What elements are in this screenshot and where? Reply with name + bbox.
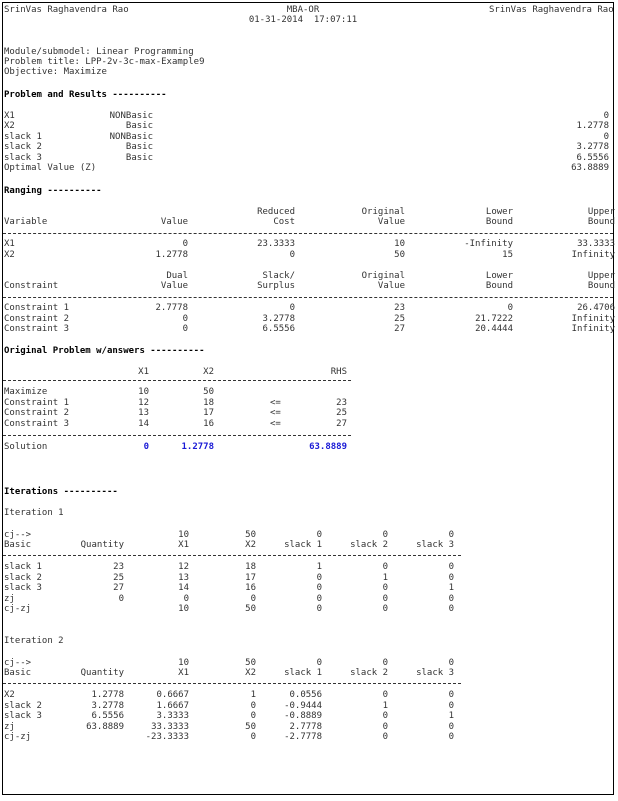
iteration-row-label: slack 3 bbox=[4, 583, 42, 593]
iteration-row-label: slack 1 bbox=[4, 562, 42, 572]
ranging-con-name: Constraint 1 bbox=[4, 303, 70, 313]
iteration-cell: 0 bbox=[382, 732, 388, 742]
ranging-var-cell: -Infinity bbox=[464, 239, 513, 249]
iteration-cell: 1.6667 bbox=[156, 700, 189, 711]
iteration-cell: 0 bbox=[448, 572, 454, 583]
iteration-cell: 0 bbox=[448, 700, 454, 711]
ranging-con-col-header: Bound bbox=[485, 281, 513, 291]
original-rhs: 27 bbox=[336, 419, 347, 429]
ranging-var-cell: 23.3333 bbox=[257, 239, 295, 249]
ranging-con-cell: 23 bbox=[394, 303, 405, 313]
iteration-col-header: slack 3 bbox=[416, 540, 454, 550]
iteration-row-label: zj bbox=[4, 593, 15, 604]
iteration-cell: 27 bbox=[113, 583, 124, 593]
section-heading-ranging: Ranging ---------- bbox=[4, 186, 102, 196]
ranging-var-name: X2 bbox=[4, 249, 15, 260]
iteration-col-header: Basic bbox=[4, 668, 32, 678]
iteration-col-header: slack 2 bbox=[350, 540, 388, 550]
original-col-header: X2 bbox=[203, 367, 214, 377]
cj-label: cj--> bbox=[4, 658, 32, 668]
iteration-cell: 2.7778 bbox=[289, 721, 322, 732]
ranging-con-cell: 3.2778 bbox=[262, 313, 295, 324]
iteration-cell: 0 bbox=[382, 604, 388, 614]
ranging-con-cell: 0 bbox=[182, 313, 188, 324]
iteration-row-label: slack 2 bbox=[4, 700, 42, 711]
ranging-con-col-label: Constraint bbox=[4, 281, 59, 291]
section-heading-original: Original Problem w/answers ---------- bbox=[4, 346, 205, 356]
original-operator: <= bbox=[270, 398, 281, 408]
result-status: NONBasic bbox=[109, 111, 153, 121]
iteration-cell: 0 bbox=[183, 593, 189, 604]
iteration-cell: 23 bbox=[113, 562, 124, 572]
header-center: MBA-OR bbox=[286, 5, 320, 15]
result-status: NONBasic bbox=[109, 132, 153, 142]
iteration-cell: 0 bbox=[382, 711, 388, 721]
iteration-cell: 3.2778 bbox=[91, 700, 124, 711]
iteration-row-label: slack 3 bbox=[4, 711, 42, 721]
original-cell: 16 bbox=[203, 419, 214, 429]
cj-value: 0 bbox=[382, 530, 388, 540]
ranging-var-name: X1 bbox=[4, 239, 15, 249]
original-rhs: 23 bbox=[336, 398, 347, 408]
original-divider-top bbox=[3, 380, 351, 381]
original-cell: 14 bbox=[138, 419, 149, 429]
iteration-cell: 0 bbox=[448, 593, 454, 604]
iteration-cell: 1 bbox=[250, 690, 256, 700]
ranging-var-col-label: Variable bbox=[4, 217, 48, 227]
result-status: Basic bbox=[125, 121, 153, 131]
ranging-con-cell: 21.7222 bbox=[475, 313, 513, 324]
result-value: 0 bbox=[603, 132, 609, 142]
iteration-col-header: X1 bbox=[178, 668, 189, 678]
result-value: 1.2778 bbox=[576, 121, 609, 131]
cj-value: 0 bbox=[382, 658, 388, 668]
cj-label: cj--> bbox=[4, 530, 32, 540]
cj-value: 10 bbox=[178, 530, 189, 540]
original-row-label: Constraint 1 bbox=[4, 398, 70, 408]
ranging-var-col-header: Reduced bbox=[257, 207, 295, 217]
original-cell: 50 bbox=[203, 387, 214, 397]
cj-value: 0 bbox=[316, 530, 322, 540]
iteration-cell: 0 bbox=[316, 583, 322, 593]
ranging-con-cell: 25 bbox=[394, 313, 405, 324]
ranging-con-col-header: Bound bbox=[587, 281, 615, 291]
original-row-label: Maximize bbox=[4, 387, 48, 397]
iteration-cell: 0.6667 bbox=[156, 690, 189, 700]
ranging-con-cell: 20.4444 bbox=[475, 324, 513, 334]
ranging-con-col-header: Dual bbox=[166, 271, 188, 281]
iteration-col-header: Quantity bbox=[80, 540, 124, 550]
iteration-cell: 0 bbox=[448, 604, 454, 614]
iteration-col-header: slack 1 bbox=[284, 668, 322, 678]
ranging-con-cell: 0 bbox=[507, 303, 513, 313]
iteration-cell: 0 bbox=[382, 562, 388, 572]
iteration-cell: 25 bbox=[113, 572, 124, 583]
header-datetime: 01-31-2014 17:07:11 bbox=[248, 15, 358, 25]
cj-value: 50 bbox=[245, 658, 256, 668]
iteration-cell: 0 bbox=[382, 593, 388, 604]
iteration-row-label: slack 2 bbox=[4, 572, 42, 583]
cj-value: 10 bbox=[178, 658, 189, 668]
original-cell: 17 bbox=[203, 408, 214, 418]
iteration-cell: 0 bbox=[250, 732, 256, 742]
objective-line: Objective: Maximize bbox=[4, 67, 107, 77]
iteration-cell: 0 bbox=[316, 604, 322, 614]
result-name: slack 2 bbox=[4, 142, 42, 152]
iteration-col-header: X2 bbox=[245, 540, 256, 550]
original-divider-bottom bbox=[3, 435, 351, 436]
original-cell: 18 bbox=[203, 398, 214, 408]
iteration-cell: 0 bbox=[448, 721, 454, 732]
original-rhs: 25 bbox=[336, 408, 347, 418]
iteration-cell: 0 bbox=[316, 593, 322, 604]
ranging-con-cell: 0 bbox=[289, 303, 295, 313]
ranging-con-name: Constraint 2 bbox=[4, 313, 70, 324]
ranging-con-col-header: Upper bbox=[587, 271, 615, 281]
solution-label: Solution bbox=[4, 442, 48, 452]
ranging-con-cell: 26.4706 bbox=[577, 303, 615, 313]
iteration-cell: 17 bbox=[245, 572, 256, 583]
iteration-col-header: Basic bbox=[4, 540, 32, 550]
ranging-var-cell: 0 bbox=[182, 239, 188, 249]
author-left: SrinVas Raghavendra Rao bbox=[4, 5, 129, 15]
solution-x2: 1.2778 bbox=[181, 442, 214, 452]
iteration-row-label: cj-zj bbox=[4, 732, 32, 742]
report-page bbox=[2, 2, 614, 795]
iteration-cell: -2.7778 bbox=[284, 732, 322, 742]
iteration-cell: 0 bbox=[448, 690, 454, 700]
solution-x1: 0 bbox=[143, 442, 149, 452]
result-value: 3.2778 bbox=[576, 142, 609, 152]
iteration-cell: 0 bbox=[382, 721, 388, 732]
solution-rhs: 63.8889 bbox=[309, 442, 347, 452]
iteration-cell: 16 bbox=[245, 583, 256, 593]
iteration-cell: 0 bbox=[382, 690, 388, 700]
result-value: 6.5556 bbox=[576, 153, 609, 163]
iteration-cell: 1 bbox=[382, 572, 388, 583]
iteration-cell: 0 bbox=[448, 562, 454, 572]
original-operator: <= bbox=[270, 408, 281, 418]
ranging-var-cell: 15 bbox=[502, 249, 513, 260]
ranging-var-col-header: Lower bbox=[485, 207, 513, 217]
ranging-var-cell: 50 bbox=[394, 249, 405, 260]
ranging-con-col-header: Surplus bbox=[257, 281, 295, 291]
iteration-cell: 0 bbox=[250, 700, 256, 711]
cj-value: 50 bbox=[245, 530, 256, 540]
iteration-cell: 0 bbox=[382, 583, 388, 593]
iteration-col-header: Quantity bbox=[80, 668, 124, 678]
ranging-var-col-header: Upper bbox=[587, 207, 615, 217]
iteration-col-header: slack 3 bbox=[416, 668, 454, 678]
iteration-cell: -0.8889 bbox=[284, 711, 322, 721]
original-cell: 13 bbox=[138, 408, 149, 418]
iteration-cell: 1 bbox=[448, 583, 454, 593]
iteration-row-label: X2 bbox=[4, 690, 15, 700]
original-col-header: RHS bbox=[330, 367, 347, 377]
iteration-cell: 0 bbox=[448, 732, 454, 742]
ranging-var-cell: 0 bbox=[289, 249, 295, 260]
iteration-cell: 0 bbox=[316, 572, 322, 583]
iteration-cell: 0 bbox=[250, 711, 256, 721]
ranging-var-cell: 33.3333 bbox=[577, 239, 615, 249]
cj-value: 0 bbox=[448, 530, 454, 540]
result-value: 63.8889 bbox=[571, 163, 609, 173]
iteration-cell: 1 bbox=[448, 711, 454, 721]
result-status: Basic bbox=[125, 153, 153, 163]
iteration-cell: 0 bbox=[250, 593, 256, 604]
iteration-title: Iteration 2 bbox=[4, 636, 64, 646]
iteration-cell: 50 bbox=[245, 721, 256, 732]
iteration-cell: 18 bbox=[245, 562, 256, 572]
iteration-cell: 3.3333 bbox=[156, 711, 189, 721]
ranging-var-divider bbox=[3, 233, 613, 234]
ranging-con-col-header: Original bbox=[361, 271, 405, 281]
iteration-divider bbox=[3, 555, 461, 556]
iteration-cell: 10 bbox=[178, 604, 189, 614]
problem-title: Problem title: LPP-2v-3c-max-Example9 bbox=[4, 57, 205, 67]
ranging-var-col-header: Value bbox=[160, 217, 188, 227]
ranging-con-name: Constraint 3 bbox=[4, 324, 70, 334]
ranging-con-cell: 6.5556 bbox=[262, 324, 295, 334]
iteration-cell: 13 bbox=[178, 572, 189, 583]
iteration-cell: 1.2778 bbox=[91, 690, 124, 700]
iteration-cell: -0.9444 bbox=[284, 700, 322, 711]
original-col-header: X1 bbox=[138, 367, 149, 377]
iteration-col-header: X2 bbox=[245, 668, 256, 678]
ranging-var-col-header: Bound bbox=[587, 217, 615, 227]
iteration-cell: 6.5556 bbox=[91, 711, 124, 721]
ranging-var-col-header: Cost bbox=[273, 217, 295, 227]
iteration-cell: 33.3333 bbox=[151, 721, 189, 732]
ranging-con-col-header: Value bbox=[160, 281, 188, 291]
result-name: X2 bbox=[4, 121, 15, 131]
iteration-row-label: zj bbox=[4, 721, 15, 732]
iteration-cell: 1 bbox=[382, 700, 388, 711]
iteration-cell: 0 bbox=[118, 593, 124, 604]
iteration-cell: 0.0556 bbox=[289, 690, 322, 700]
author-right: SrinVas Raghavendra Rao bbox=[489, 5, 614, 15]
ranging-con-cell: 27 bbox=[394, 324, 405, 334]
iteration-col-header: X1 bbox=[178, 540, 189, 550]
original-row-label: Constraint 3 bbox=[4, 419, 70, 429]
original-cell: 10 bbox=[138, 387, 149, 397]
ranging-con-col-header: Slack/ bbox=[262, 271, 295, 281]
ranging-con-divider bbox=[3, 297, 613, 298]
iteration-title: Iteration 1 bbox=[4, 508, 64, 518]
result-name: slack 3 bbox=[4, 153, 42, 163]
cj-value: 0 bbox=[316, 658, 322, 668]
result-name: slack 1 bbox=[4, 132, 42, 142]
ranging-con-col-header: Value bbox=[377, 281, 405, 291]
ranging-var-cell: 10 bbox=[394, 239, 405, 249]
result-name: X1 bbox=[4, 111, 15, 121]
iteration-cell: 63.8889 bbox=[86, 721, 124, 732]
result-value: 0 bbox=[603, 111, 609, 121]
cj-value: 0 bbox=[448, 658, 454, 668]
result-status: Basic bbox=[125, 142, 153, 152]
ranging-var-cell: 1.2778 bbox=[155, 249, 188, 260]
iteration-col-header: slack 2 bbox=[350, 668, 388, 678]
original-row-label: Constraint 2 bbox=[4, 408, 70, 418]
ranging-con-cell: 0 bbox=[182, 324, 188, 334]
iteration-row-label: cj-zj bbox=[4, 604, 32, 614]
result-name: Optimal Value (Z) bbox=[4, 163, 97, 173]
ranging-var-cell: Infinity bbox=[571, 249, 615, 260]
iteration-cell: 14 bbox=[178, 583, 189, 593]
iteration-cell: 1 bbox=[316, 562, 322, 572]
ranging-con-col-header: Lower bbox=[485, 271, 513, 281]
section-heading-results: Problem and Results ---------- bbox=[4, 90, 167, 100]
original-operator: <= bbox=[270, 419, 281, 429]
ranging-con-cell: Infinity bbox=[571, 324, 615, 334]
ranging-con-cell: 2.7778 bbox=[155, 303, 188, 313]
iteration-cell: 50 bbox=[245, 604, 256, 614]
module-line: Module/submodel: Linear Programming bbox=[4, 47, 194, 57]
iteration-col-header: slack 1 bbox=[284, 540, 322, 550]
iteration-cell: -23.3333 bbox=[145, 732, 189, 742]
ranging-var-col-header: Original bbox=[361, 207, 405, 217]
section-heading-iterations: Iterations ---------- bbox=[4, 487, 118, 497]
ranging-var-col-header: Value bbox=[377, 217, 405, 227]
iteration-divider bbox=[3, 683, 461, 684]
original-cell: 12 bbox=[138, 398, 149, 408]
ranging-var-col-header: Bound bbox=[485, 217, 513, 227]
ranging-con-cell: Infinity bbox=[571, 313, 615, 324]
iteration-cell: 12 bbox=[178, 562, 189, 572]
